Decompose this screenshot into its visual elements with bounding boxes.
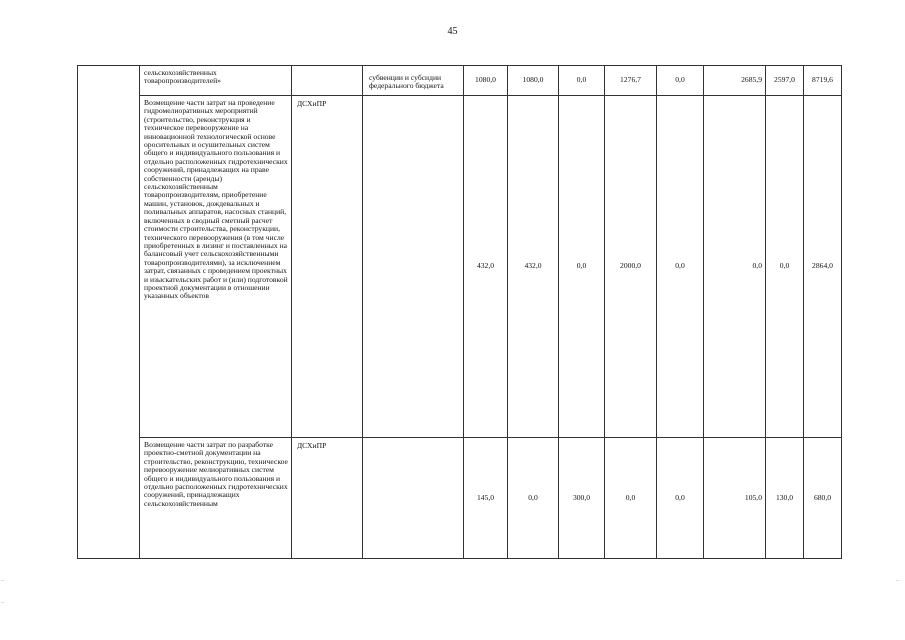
executor-cell	[292, 66, 363, 96]
measure-description: Возмещение части затрат по разработке проектно-сметной документации на строительство, реконструкцию, техническое перевооружение мелиоративных систем общего и индивидуального пользования и отдельно расположенных гидротехнических сооружений, принадлежащих сельскохозяйственным	[140, 438, 292, 559]
value-cell: 0,0	[605, 438, 657, 559]
value-cell: 432,0	[508, 96, 559, 438]
value-cell: 1080,0	[508, 66, 559, 96]
measure-description: Возмещение части затрат на проведение гидромелиоративных мероприятий (строительство, реконструкция и техническое перевооружение на инновационной технологической основе оросительных и осушительных систем общего и индивидуального пользования и отдельно расположенных гидротехнических сооружений, принадлежащих на праве собственности (аренды) сельскохозяйственным товаропроизводителям, приобретение машин, установок, дождевальных и поливальных аппаратов, насосных станций, включенных в сводный сметный расчет стоимости строительства, реконструкции, технического перевооружения (в том числе приобретенных в лизинг и поставленных на балансовый учет сельскохозяйственными товаропроизводителями), за исключением затрат, связанных с проведением проектных и изыскательских работ и (или) подготовкой проектной документации в отношении указанных объектов	[140, 96, 292, 438]
value-cell: 300,0	[559, 438, 605, 559]
table-row	[78, 96, 842, 438]
value-cell: 0,0	[657, 96, 704, 438]
value-cell: 0,0	[766, 96, 804, 438]
margin-tick: –	[1, 600, 4, 606]
value-cell: 2864,0	[804, 96, 842, 438]
value-cell: 0,0	[508, 438, 559, 559]
value-cell: 0,0	[657, 66, 704, 96]
group-cell	[78, 66, 140, 559]
value-cell: 1276,7	[605, 66, 657, 96]
value-cell: 105,0	[704, 438, 766, 559]
margin-tick: –	[1, 578, 4, 584]
margin-tick: –	[896, 578, 899, 584]
value-cell: 130,0	[766, 438, 804, 559]
value-cell: 2000,0	[605, 96, 657, 438]
executor-cell: ДСХиПР	[292, 96, 363, 438]
value-cell: 2685,9	[704, 66, 766, 96]
value-cell: 2597,0	[766, 66, 804, 96]
value-cell: 0,0	[657, 438, 704, 559]
value-cell: 8719,6	[804, 66, 842, 96]
funding-source	[363, 438, 464, 559]
funding-source: субвенции и субсидии федерального бюджета	[363, 66, 464, 96]
funding-source	[363, 96, 464, 438]
value-cell: 0,0	[559, 96, 605, 438]
value-cell: 432,0	[464, 96, 508, 438]
budget-table	[77, 65, 842, 559]
value-cell: 1080,0	[464, 66, 508, 96]
value-cell: 0,0	[559, 66, 605, 96]
executor-cell: ДСХиПР	[292, 438, 363, 559]
measure-description: сельскохозяйственных товаропроизводителей»	[140, 66, 292, 96]
value-cell: 145,0	[464, 438, 508, 559]
page-number: 45	[447, 26, 458, 37]
table-row	[78, 66, 842, 96]
value-cell: 0,0	[704, 96, 766, 438]
table-row	[78, 438, 842, 559]
value-cell: 680,0	[804, 438, 842, 559]
